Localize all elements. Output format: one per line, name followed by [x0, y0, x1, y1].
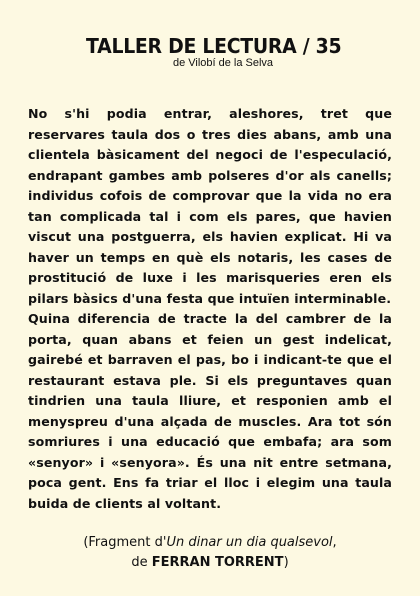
source-line-2 — [0, 553, 420, 573]
source-line-1 — [0, 533, 420, 553]
author-name: FERRAN TORRENT — [151, 555, 284, 570]
source-prefix: (Fragment d' — [83, 535, 167, 550]
source-by: de — [131, 555, 152, 570]
page-header — [0, 34, 420, 70]
page-title: TALLER DE LECTURA / 35 — [86, 34, 342, 58]
source-comma: , — [332, 535, 337, 550]
paragraph-1: No s'hi podia entrar, aleshores, tret que reservares taula dos o tres dies abans, amb una clientela bàsicament del negoci de l'especulació, endrapant gambes amb polseres d'or als canells; individus cofois de comprovar que la vida no era tan complicada tal i com els pares, que havien viscut una postguerra, els havien explicat. Hi va haver un temps en què els notaris, les cases de prostitució de luxe i les marisqueries eren els pilars bàsics d'una festa que intuïen interminable. — [28, 106, 392, 306]
source-citation — [0, 533, 420, 573]
page-subtitle: de Vilobí de la Selva — [172, 57, 274, 69]
work-title: Un dinar un dia qualsevol — [166, 535, 333, 550]
source-suffix: ) — [283, 555, 289, 570]
text-excerpt — [28, 104, 392, 514]
paragraph-2: Quina diferencia de tracte la del cambrer de la porta, quan abans et feien un gest indelicat, gairebé et barraven el pas, bo i indicant-te que el restaurant estava ple. Si els preguntaves quan tindrien una taula lliure, et responien amb el menyspreu d'una alçada de muscles. Ara tot són somriures i una educació que embafa; ara som «senyor» i «senyora». És una nit entre setmana, poca gent. Ens fa triar el lloc i elegim una taula buida de clients al voltant. — [28, 311, 392, 511]
